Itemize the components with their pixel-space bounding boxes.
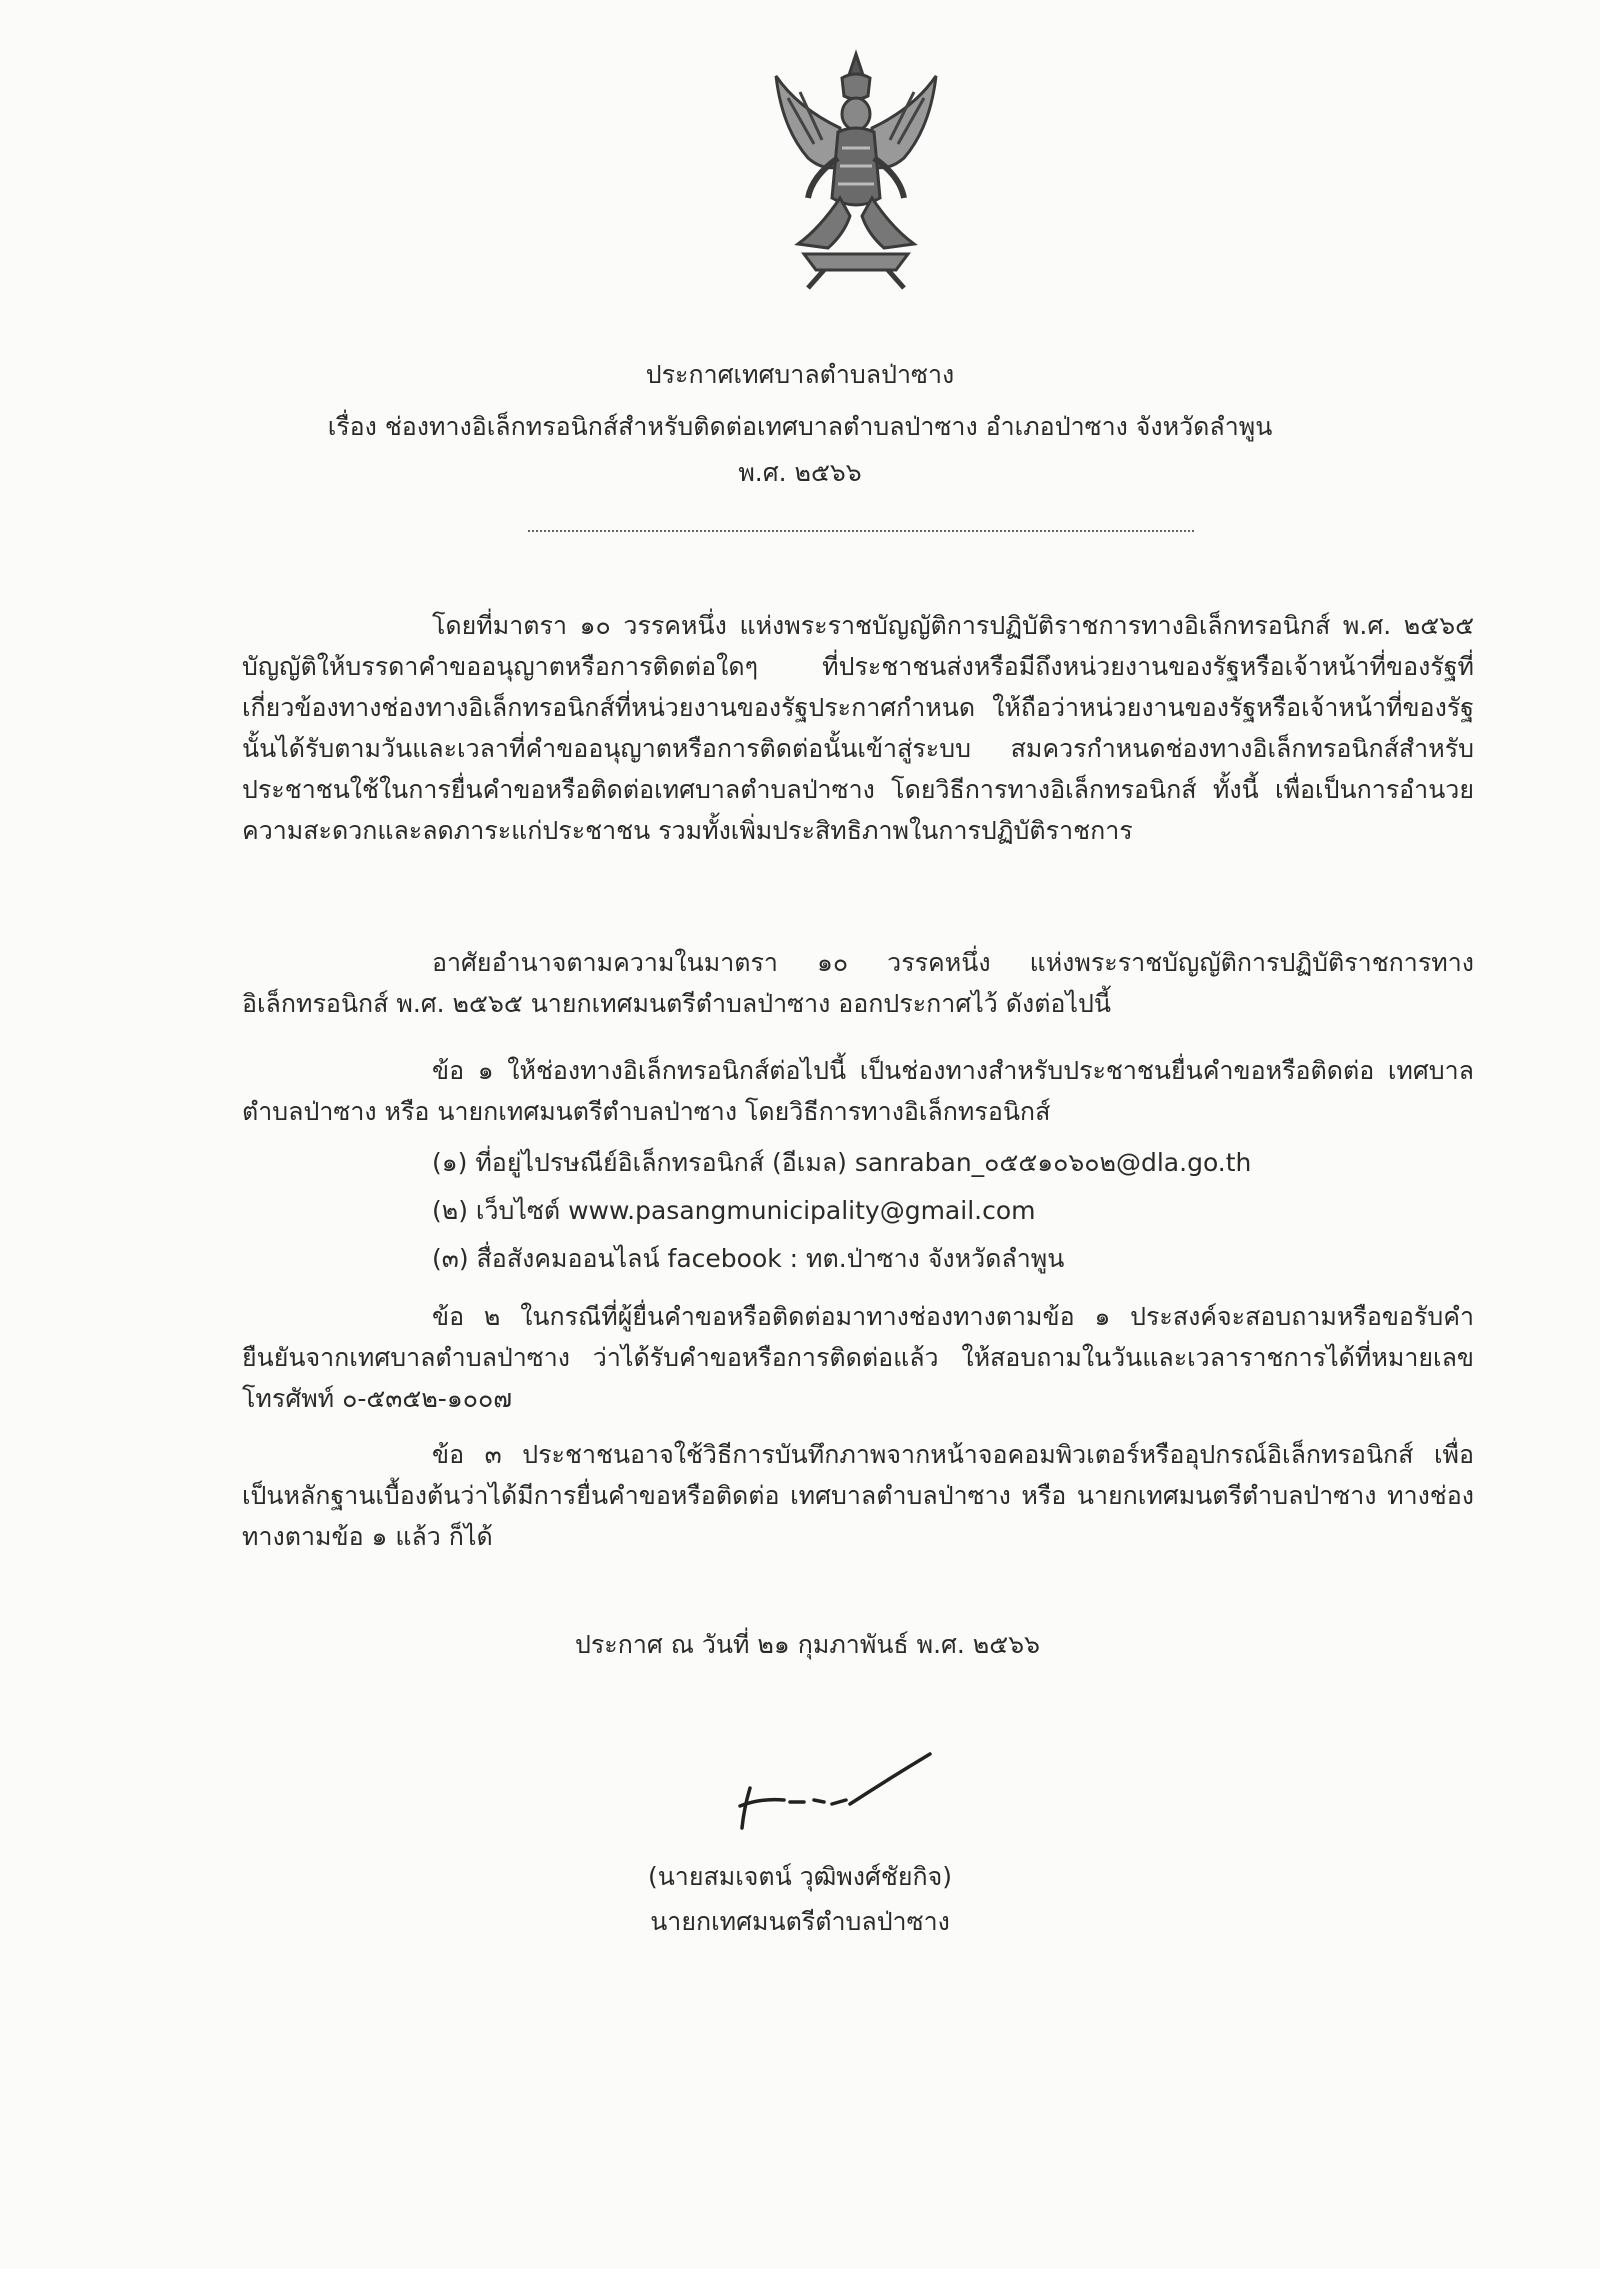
announcement-subject: เรื่อง ช่องทางอิเล็กทรอนิกส์สำหรับติดต่อเทศบาลตำบลป่าซาง อำเภอป่าซาง จังหวัดลำพูน xyxy=(327,412,1273,441)
clause-3: ข้อ ๓ ประชาชนอาจใช้วิธีการบันทึกภาพจากหน้าจอคอมพิวเตอร์หรืออุปกรณ์อิเล็กทรอนิกส์ เพื่อเป็นหลักฐานเบื้องต้นว่าได้มีการยื่นคำขอหรือติดต่อ เทศบาลตำบลป่าซาง หรือ นายกเทศมนตรีตำบลป่าซาง ทางช่องทางตามข้อ ๑ แล้ว ก็ได้ xyxy=(242,1440,1474,1551)
signer-position: นายกเทศมนตรีตำบลป่าซาง xyxy=(650,1907,950,1936)
clause-1: ข้อ ๑ ให้ช่องทางอิเล็กทรอนิกส์ต่อไปนี้ เป็นช่องทางสำหรับประชาชนยื่นคำขอหรือติดต่อ เทศบาลตำบลป่าซาง หรือ นายกเทศมนตรีตำบลป่าซาง โดยวิธีการทางอิเล็กทรอนิกส์ xyxy=(242,1056,1474,1126)
signer-name: (นายสมเจตน์ วุฒิพงศ์ชัยกิจ) xyxy=(647,1862,953,1891)
channel-email: (๑) ที่อยู่ไปรษณีย์อิเล็กทรอนิกส์ (อีเมล) sanraban_๐๕๕๑๐๖๐๒@dla.go.th xyxy=(432,1148,1252,1177)
clause-2: ข้อ ๒ ในกรณีที่ผู้ยื่นคำขอหรือติดต่อมาทางช่องทางตามข้อ ๑ ประสงค์จะสอบถามหรือขอรับคำยืนยันจากเทศบาลตำบลป่าซาง ว่าได้รับคำขอหรือการติดต่อแล้ว ให้สอบถามในวันและเวลาราชการได้ที่หมายเลขโทรศัพท์ ๐-๕๓๕๒-๑๐๐๗ xyxy=(242,1302,1474,1413)
channel-social-media: (๓) สื่อสังคมออนไลน์ facebook : ทต.ป่าซาง จังหวัดลำพูน xyxy=(432,1244,1065,1273)
channel-website: (๒) เว็บไซต์ www.pasangmunicipality@gmail.com xyxy=(432,1196,1036,1225)
authority-paragraph: อาศัยอำนาจตามความในมาตรา ๑๐ วรรคหนึ่ง แห่งพระราชบัญญัติการปฏิบัติราชการทางอิเล็กทรอนิกส์ พ.ศ. ๒๕๖๕ นายกเทศมนตรีตำบลป่าซาง ออกประกาศไว้ ดังต่อไปนี้ xyxy=(242,948,1474,1018)
announcement-year: พ.ศ. ๒๕๖๖ xyxy=(738,458,862,487)
handwritten-signature xyxy=(720,1728,940,1838)
announcement-date: ประกาศ ณ วันที่ ๒๑ กุมภาพันธ์ พ.ศ. ๒๕๖๖ xyxy=(575,1630,1040,1659)
dotted-divider xyxy=(528,530,1194,532)
preamble-paragraph: โดยที่มาตรา ๑๐ วรรคหนึ่ง แห่งพระราชบัญญัติการปฏิบัติราชการทางอิเล็กทรอนิกส์ พ.ศ. ๒๕๖๕ บัญญัติให้บรรดาคำขออนุญาตหรือการติดต่อใดๆ ที่ประชาชนส่งหรือมีถึงหน่วยงานของรัฐหรือเจ้าหน้าที่ของรัฐที่เกี่ยวข้องทางช่องทางอิเล็กทรอนิกส์ที่หน่วยงานของรัฐประกาศกำหนด ให้ถือว่าหน่วยงานของรัฐหรือเจ้าหน้าที่ของรัฐนั้นได้รับตามวันและเวลาที่คำขออนุญาตหรือการติดต่อนั้นเข้าสู่ระบบ สมควรกำหนดช่องทางอิเล็กทรอนิกส์สำหรับประชาชนใช้ในการยื่นคำขอหรือติดต่อเทศบาลตำบลป่าซาง โดยวิธีการทางอิเล็กทรอนิกส์ ทั้งนี้ เพื่อเป็นการอำนวยความสะดวกและลดภาระแก่ประชาชน รวมทั้งเพิ่มประสิทธิภาพในการปฏิบัติราชการ xyxy=(242,611,1474,845)
garuda-emblem-icon xyxy=(768,48,944,292)
announcement-title: ประกาศเทศบาลตำบลป่าซาง xyxy=(645,360,955,389)
